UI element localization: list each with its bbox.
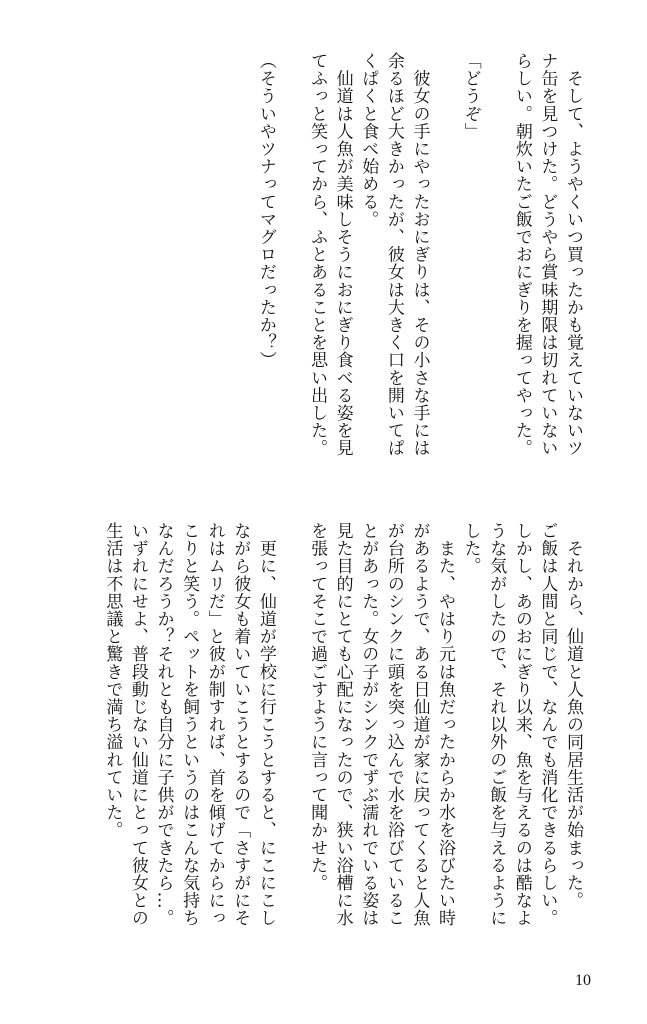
blank-line [483,52,509,470]
blank-line [278,52,304,470]
text-line: （そういやツナってマグロだったか？） [255,52,276,369]
text-line: なんだろうか？それとも自分に子供ができたら…。 [153,522,174,927]
bottom-text-block [99,522,585,940]
text-line: らしい。朝炊いたご飯でおにぎりを握ってやった。 [511,52,532,457]
blank-line [431,52,457,470]
text-line: また、やはり元は魚だったからか水を浴びたい時 [435,522,456,927]
text-line: こりと笑う。ペットを飼うというのはこんな気持ち [179,522,200,927]
text-line: れはムリだ」と彼が制すれば、首を傾げてからにっ [204,522,225,927]
text-line: があるようで、ある日仙道が家に戻ってくると人魚 [409,522,430,927]
text-line: 彼女の手にやったおにぎりは、その小さな手には [409,52,430,457]
page-number: 10 [575,972,591,989]
text-line: ながら彼女も着いていこうとするので「さすがにそ [230,522,251,927]
text-line: 余るほど大きかったが、彼女は大きく口を開いてぱ [383,52,404,457]
top-text-block [252,52,585,470]
text-line: ナ缶を見つけた。どうやら賞味期限は切れていない [537,52,558,457]
text-line: しかし、あのおにぎり以来、魚を与えるのは酷なよ [511,522,532,927]
text-line: いずれにせよ、普段動じない仙道にとって彼女との [127,522,148,927]
text-line: くぱくと食べ始める。 [358,52,379,228]
text-line: 更に、仙道が学校に行こうとすると、にこにこし [255,522,276,927]
text-line: とがあった。女の子がシンクでずぶ濡れでいる姿は [358,522,379,927]
text-line: した。 [460,522,481,575]
text-line: 生活は不思議と驚きで満ち溢れていた。 [102,522,123,839]
text-line: が台所のシンクに頭を突っ込んで水を浴びているこ [383,522,404,927]
text-line: 見た目的にとても心配になったので、狭い浴槽に水 [332,522,353,927]
text-line: ご飯は人間と同じで、なんでも消化できるらしい。 [537,522,558,927]
text-line: それから、仙道と人魚の同居生活が始まった。 [563,522,583,910]
text-line: 仙道は人魚が美味しそうにおにぎり食べる姿を見 [332,52,353,457]
blank-line [278,522,304,940]
text-line: そして、ようやくいつ買ったかも覚えていないツ [563,52,583,457]
text-line: うな気がしたので、それ以外のご飯を与えるように [486,522,507,927]
text-line: を張ってそこで過ごすように言って聞かせた。 [307,522,328,892]
text-line: てふっと笑ってから、ふとあることを思い出した。 [307,52,328,457]
text-line: 「どうぞ」 [460,52,481,140]
